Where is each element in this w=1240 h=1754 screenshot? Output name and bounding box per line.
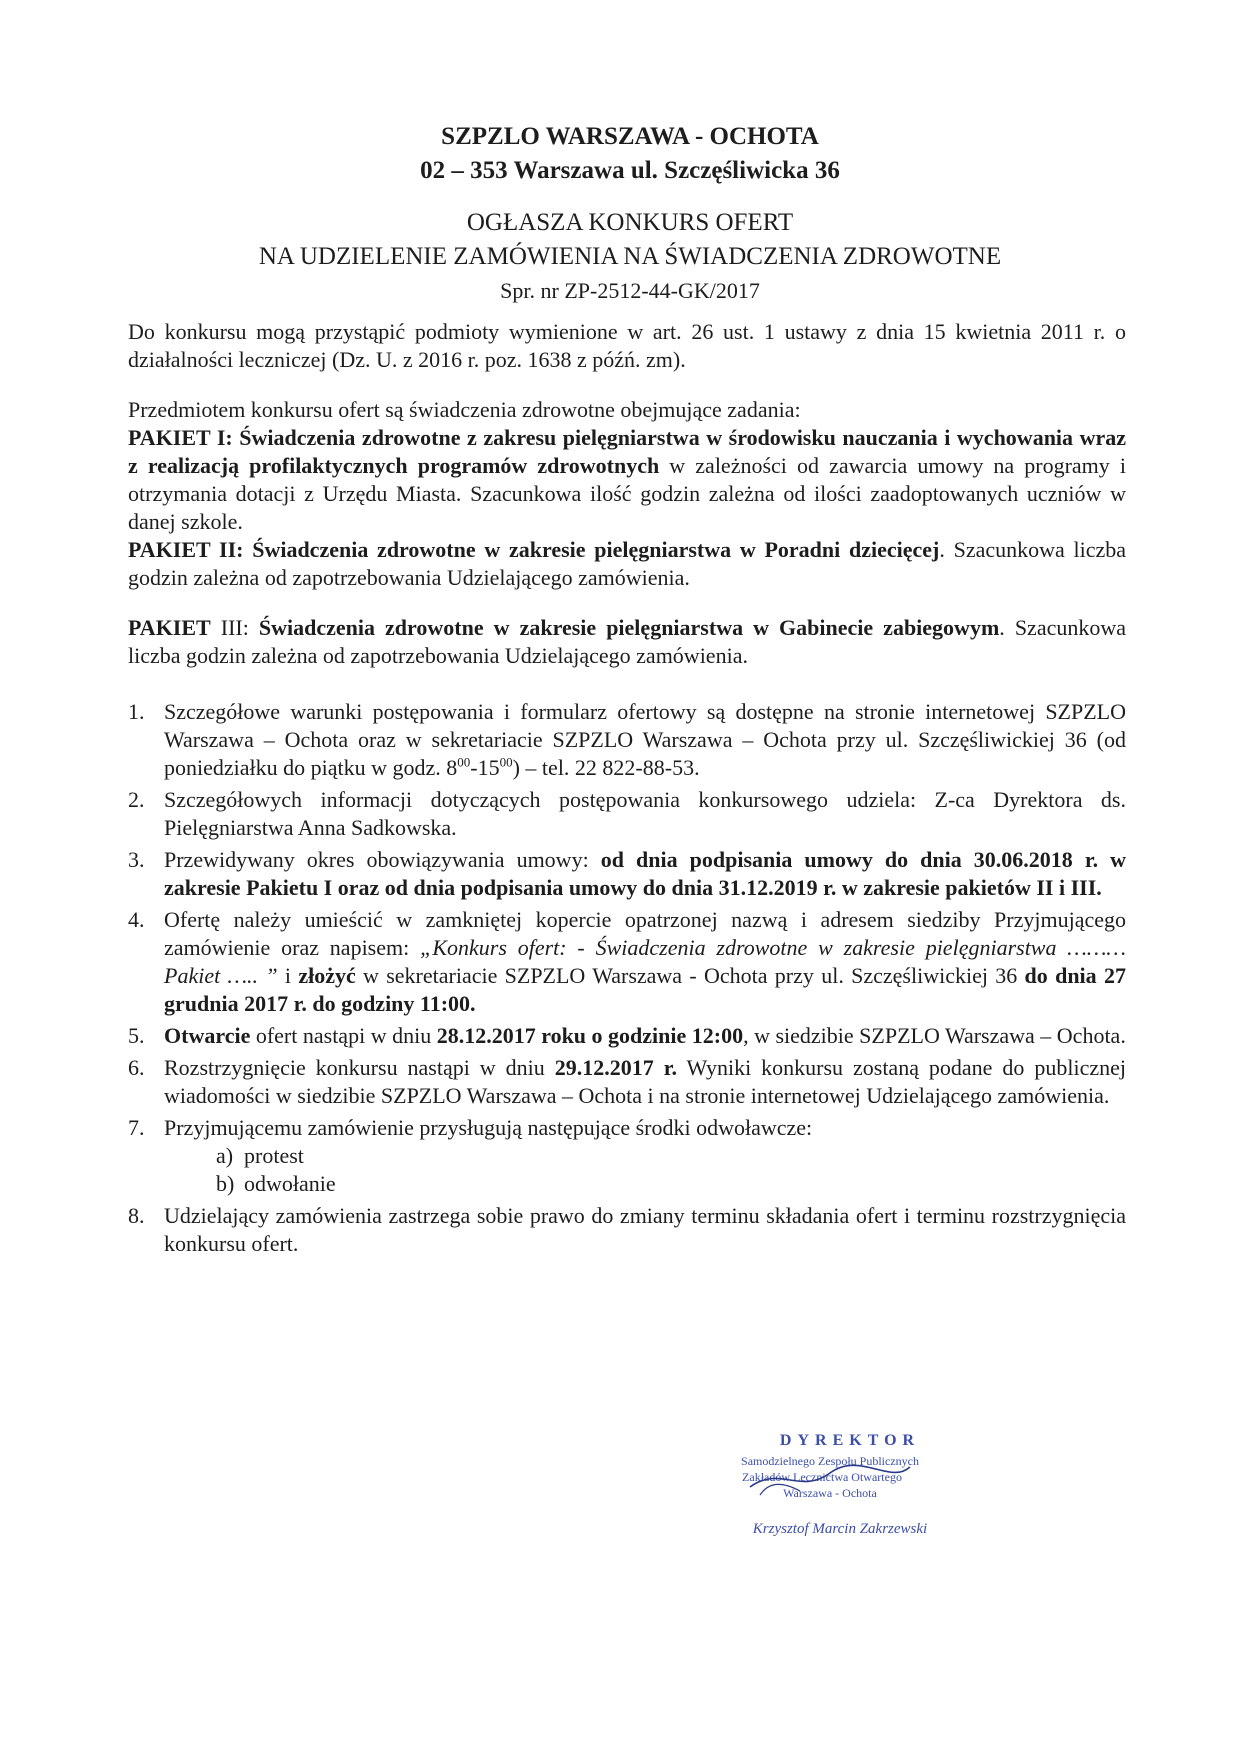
organization-name: SZPZLO WARSZAWA - OCHOTA [441,123,819,150]
announcement-subtitle: NA UDZIELENIE ZAMÓWIENIA NA ŚWIADCZENIA ZDROWOTNE [258,243,1002,270]
stamp-line-4: Warszawa - Ochota [783,1486,877,1500]
list-item: 3. Przewidywany okres obowiązywania umowy: od dnia podpisania umowy do dnia 30.06.2018 r. w zakresie Pakietu I oraz od dnia podpisania umowy do dnia 31.12.2019 r. w zakresie pakietów II i III. [128,847,1126,900]
announcement-title: OGŁASZA KONKURS OFERT [466,209,794,236]
package-3-label: PAKIET [128,615,211,640]
organization-address: 02 – 353 Warszawa ul. Szczęśliwicka 36 [420,157,840,184]
list-item: 6. Rozstrzygnięcie konkursu nastąpi w dniu 29.12.2017 r. Wyniki konkursu zostaną podane do publicznej wiadomości w siedzibie SZPZLO Warszawa – Ochota i na stronie internetowej Udzielającego zamówienia. [128,1055,1126,1108]
list-item: 4. Ofertę należy umieścić w zamkniętej kopercie opatrzonej nazwą i adresem siedziby Przyjmującego zamówienie oraz napisem: „Konkurs ofert: - Świadczenia zdrowotne w zakresie pielęgniarstwa ……… Pakiet ….. ” i złożyć w sekretariacie SZPZLO Warszawa - Ochota przy ul. Szczęśliwickiej 36 do dnia 27 grudnia 2017 r. do godziny 11:00. [128,907,1126,1016]
package-3-number: III: [210,615,259,640]
sublist-item: b) odwołanie [216,1171,336,1196]
package-3-title: Świadczenia zdrowotne w zakresie pielęgniarstwa w Gabinecie zabiegowym [258,615,1000,640]
list-item: 5. Otwarcie ofert nastąpi w dniu 28.12.2017 roku o godzinie 12:00, w siedzibie SZPZLO Warszawa – Ochota. [128,1023,1126,1048]
list-item: 7. Przyjmującemu zamówienie przysługują następujące środki odwoławcze: a) protest b) odwołanie [128,1114,1126,1198]
terms-list [128,698,1126,1258]
document-header [130,120,1130,308]
package-1-text: w zależności od zawarcia umowy na programy i otrzymania dotacji z Urzędu Miasta. Szacunkowa ilość godzin zależna od ilości zaadoptowanych uczniów w danej szkole. [128,453,1126,534]
package-2-title: PAKIET II: Świadczenia zdrowotne w zakresie pielęgniarstwa w Poradni dziecięcej [128,537,940,562]
intro-paragraph: Do konkursu mogą przystąpić podmioty wymienione w art. 26 ust. 1 ustawy z dnia 15 kwietnia 2011 r. o działalności leczniczej (Dz. U. z 2016 r. poz. 1638 z późń. zm). [128,319,1126,372]
list-item: 8. Udzielający zamówienia zastrzega sobie prawo do zmiany terminu składania ofert i terminu rozstrzygnięcia konkursu ofert. [128,1203,1126,1256]
list-item: 1. Szczegółowe warunki postępowania i formularz ofertowy są dostępne na stronie internetowej SZPZLO Warszawa – Ochota oraz w sekretariacie SZPZLO Warszawa – Ochota przy ul. Szczęśliwickiej 36 (od poniedziałku do piątku w godz. $8^{00}-15^{00}$) – tel. 22 822-88-53. [128,699,1126,780]
package-2-text: . Szacunkowa liczba godzin zależna od zapotrzebowania Udzielającego zamówienia. [128,537,1127,590]
package-3-text: . Szacunkowa liczba godzin zależna od zapotrzebowania Udzielającego zamówienia. [128,615,1127,668]
sublist-item: a) protest [216,1143,304,1168]
package-1 [128,424,1126,536]
stamp-title: DYREKTOR [779,1432,921,1449]
package-2 [128,536,1126,592]
stamp-signature-name: Krzysztof Marcin Zakrzewski [752,1521,928,1537]
package-1-title: PAKIET I: Świadczenia zdrowotne z zakresu pielęgniarstwa w środowisku nauczania i wychowania wraz z realizacją profilaktycznych programów zdrowotnych [128,425,1126,478]
director-stamp [690,1425,980,1545]
subject-intro: Przedmiotem konkursu ofert są świadczenia zdrowotne obejmujące zadania: [128,397,801,422]
case-number: Spr. nr ZP-2512-44-GK/2017 [500,278,760,303]
list-item: 2. Szczegółowych informacji dotyczących postępowania konkursowego udziela: Z-ca Dyrektora ds. Pielęgniarstwa Anna Sadkowska. [128,787,1126,840]
stamp-line-2: Samodzielnego Zespołu Publicznych [741,1454,919,1468]
package-3 [128,614,1126,670]
remedies-sublist [164,1142,1126,1198]
stamp-line-3: Zakładów Lecznictwa Otwartego [742,1470,902,1484]
document-body [128,318,1126,1262]
